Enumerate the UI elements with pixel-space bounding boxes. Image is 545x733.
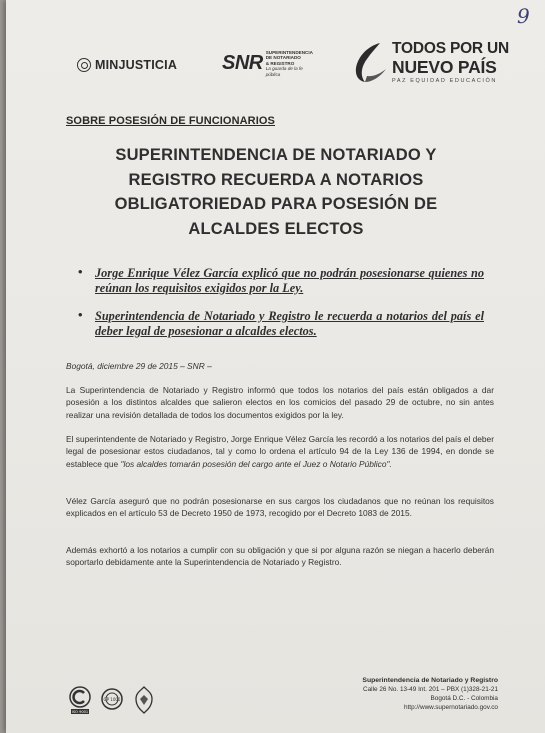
iso-badge-text: ISO 9001 xyxy=(71,710,89,714)
snr-logo xyxy=(222,50,318,77)
footer-website: http://www.supernotariado.gov.co xyxy=(403,704,498,711)
iso-certification-icon xyxy=(68,685,92,715)
snr-logo-text: SNR xyxy=(222,52,263,75)
gp-badge-text: GP 1000 xyxy=(103,697,121,702)
section-heading: SOBRE POSESIÓN DE FUNCIONARIOS xyxy=(66,115,275,127)
tpun-line-2: NUEVO PAÍS xyxy=(392,57,497,77)
headline: SUPERINTENDENCIA DE NOTARIADO Y REGISTRO RECUERDA A NOTARIOS OBLIGATORIEDAD PARA POSESIÓN DE ALCALDES ELECTOS xyxy=(114,146,438,238)
footer-contact xyxy=(324,676,498,712)
snr-logo-subtitle xyxy=(266,50,318,77)
paragraph-2 xyxy=(66,433,494,470)
bullet-text: Superintendencia de Notariado y Registro le recuerda a notarios del país el deber legal de posesionar a alcaldes electos. xyxy=(95,309,484,338)
tpun-line-3: PAZ EQUIDAD EDUCACIÓN xyxy=(392,78,498,84)
paragraph-3: Vélez García aseguró que no podrán posesionarse en sus cargos los ciudadanos que no reúnan los requisitos explicados en el artículo 53 de Decreto 1950 de 1973, recogido por el Decreto 1083 de 2015. xyxy=(66,496,494,519)
footer-address: Calle 26 No. 13-49 Int. 201 – PBX (1)328-21-21 xyxy=(363,686,498,693)
bullet-item xyxy=(76,266,484,295)
page-number: 9 xyxy=(517,4,530,28)
minjusticia-logo xyxy=(77,58,177,72)
todos-por-un-nuevo-pais-logo xyxy=(350,40,509,84)
snr-sub-line: La guarda de la fe pública xyxy=(265,66,303,77)
snr-sub-line: DE NOTARIADO xyxy=(265,55,301,61)
bullet-icon: • xyxy=(78,307,83,322)
footer-city: Bogotá D.C. - Colombia xyxy=(430,695,498,702)
dateline: Bogotá, diciembre 29 de 2015 – SNR – xyxy=(66,361,212,371)
paragraph-2-text: El superintendente de Notariado y Registro, Jorge Enrique Vélez García les recordó a los notarios del país el deber legal de posesionar estos ciudadanos, tal y como lo ordena el artículo 94 de la Ley 136 de 1994, en donde se establece que xyxy=(66,434,494,469)
bullet-list xyxy=(76,266,484,352)
swoosh-icon xyxy=(350,40,388,84)
bullet-icon: • xyxy=(78,264,83,279)
paragraph-4: Además exhortó a los notarios a cumplir con su obligación y que si por alguna razón se niegan a hacerlo deberán soportarlo debidamente ante la Superintendencia de Notariado y Registro. xyxy=(66,545,494,568)
minjusticia-logo-text: MINJUSTICIA xyxy=(95,58,178,72)
paragraph-1: La Superintendencia de Notariado y Registro informó que todos los notarios del país están obligados a dar posesión a los distintos alcaldes que salieron electos en los comicios del pasado 29 de octubre, no sin antes realizar una revisión detallada de todos los documentos exigidos por la ley. xyxy=(66,385,494,420)
bullet-text: Jorge Enrique Vélez García explicó que no podrán posesionarse quienes no reúnan los requisitos exigidos por la Ley. xyxy=(95,266,484,295)
paragraph-2-quote: "los alcaldes tomarán posesión del cargo ante el Juez o Notario Público". xyxy=(120,458,392,469)
document-page xyxy=(6,0,545,733)
snr-sub-line: & REGISTRO xyxy=(265,60,295,66)
tpun-line-1: TODOS POR UN xyxy=(392,40,510,57)
footer-org-name: Superintendencia de Notariado y Registro xyxy=(362,677,498,684)
gp-certification-icon xyxy=(100,685,124,715)
bullet-item xyxy=(76,309,484,338)
seal-icon xyxy=(77,58,91,72)
certification-logos xyxy=(68,685,156,715)
shield-emblem-icon xyxy=(132,685,156,715)
snr-sub-line: SUPERINTENDENCIA xyxy=(265,50,313,55)
